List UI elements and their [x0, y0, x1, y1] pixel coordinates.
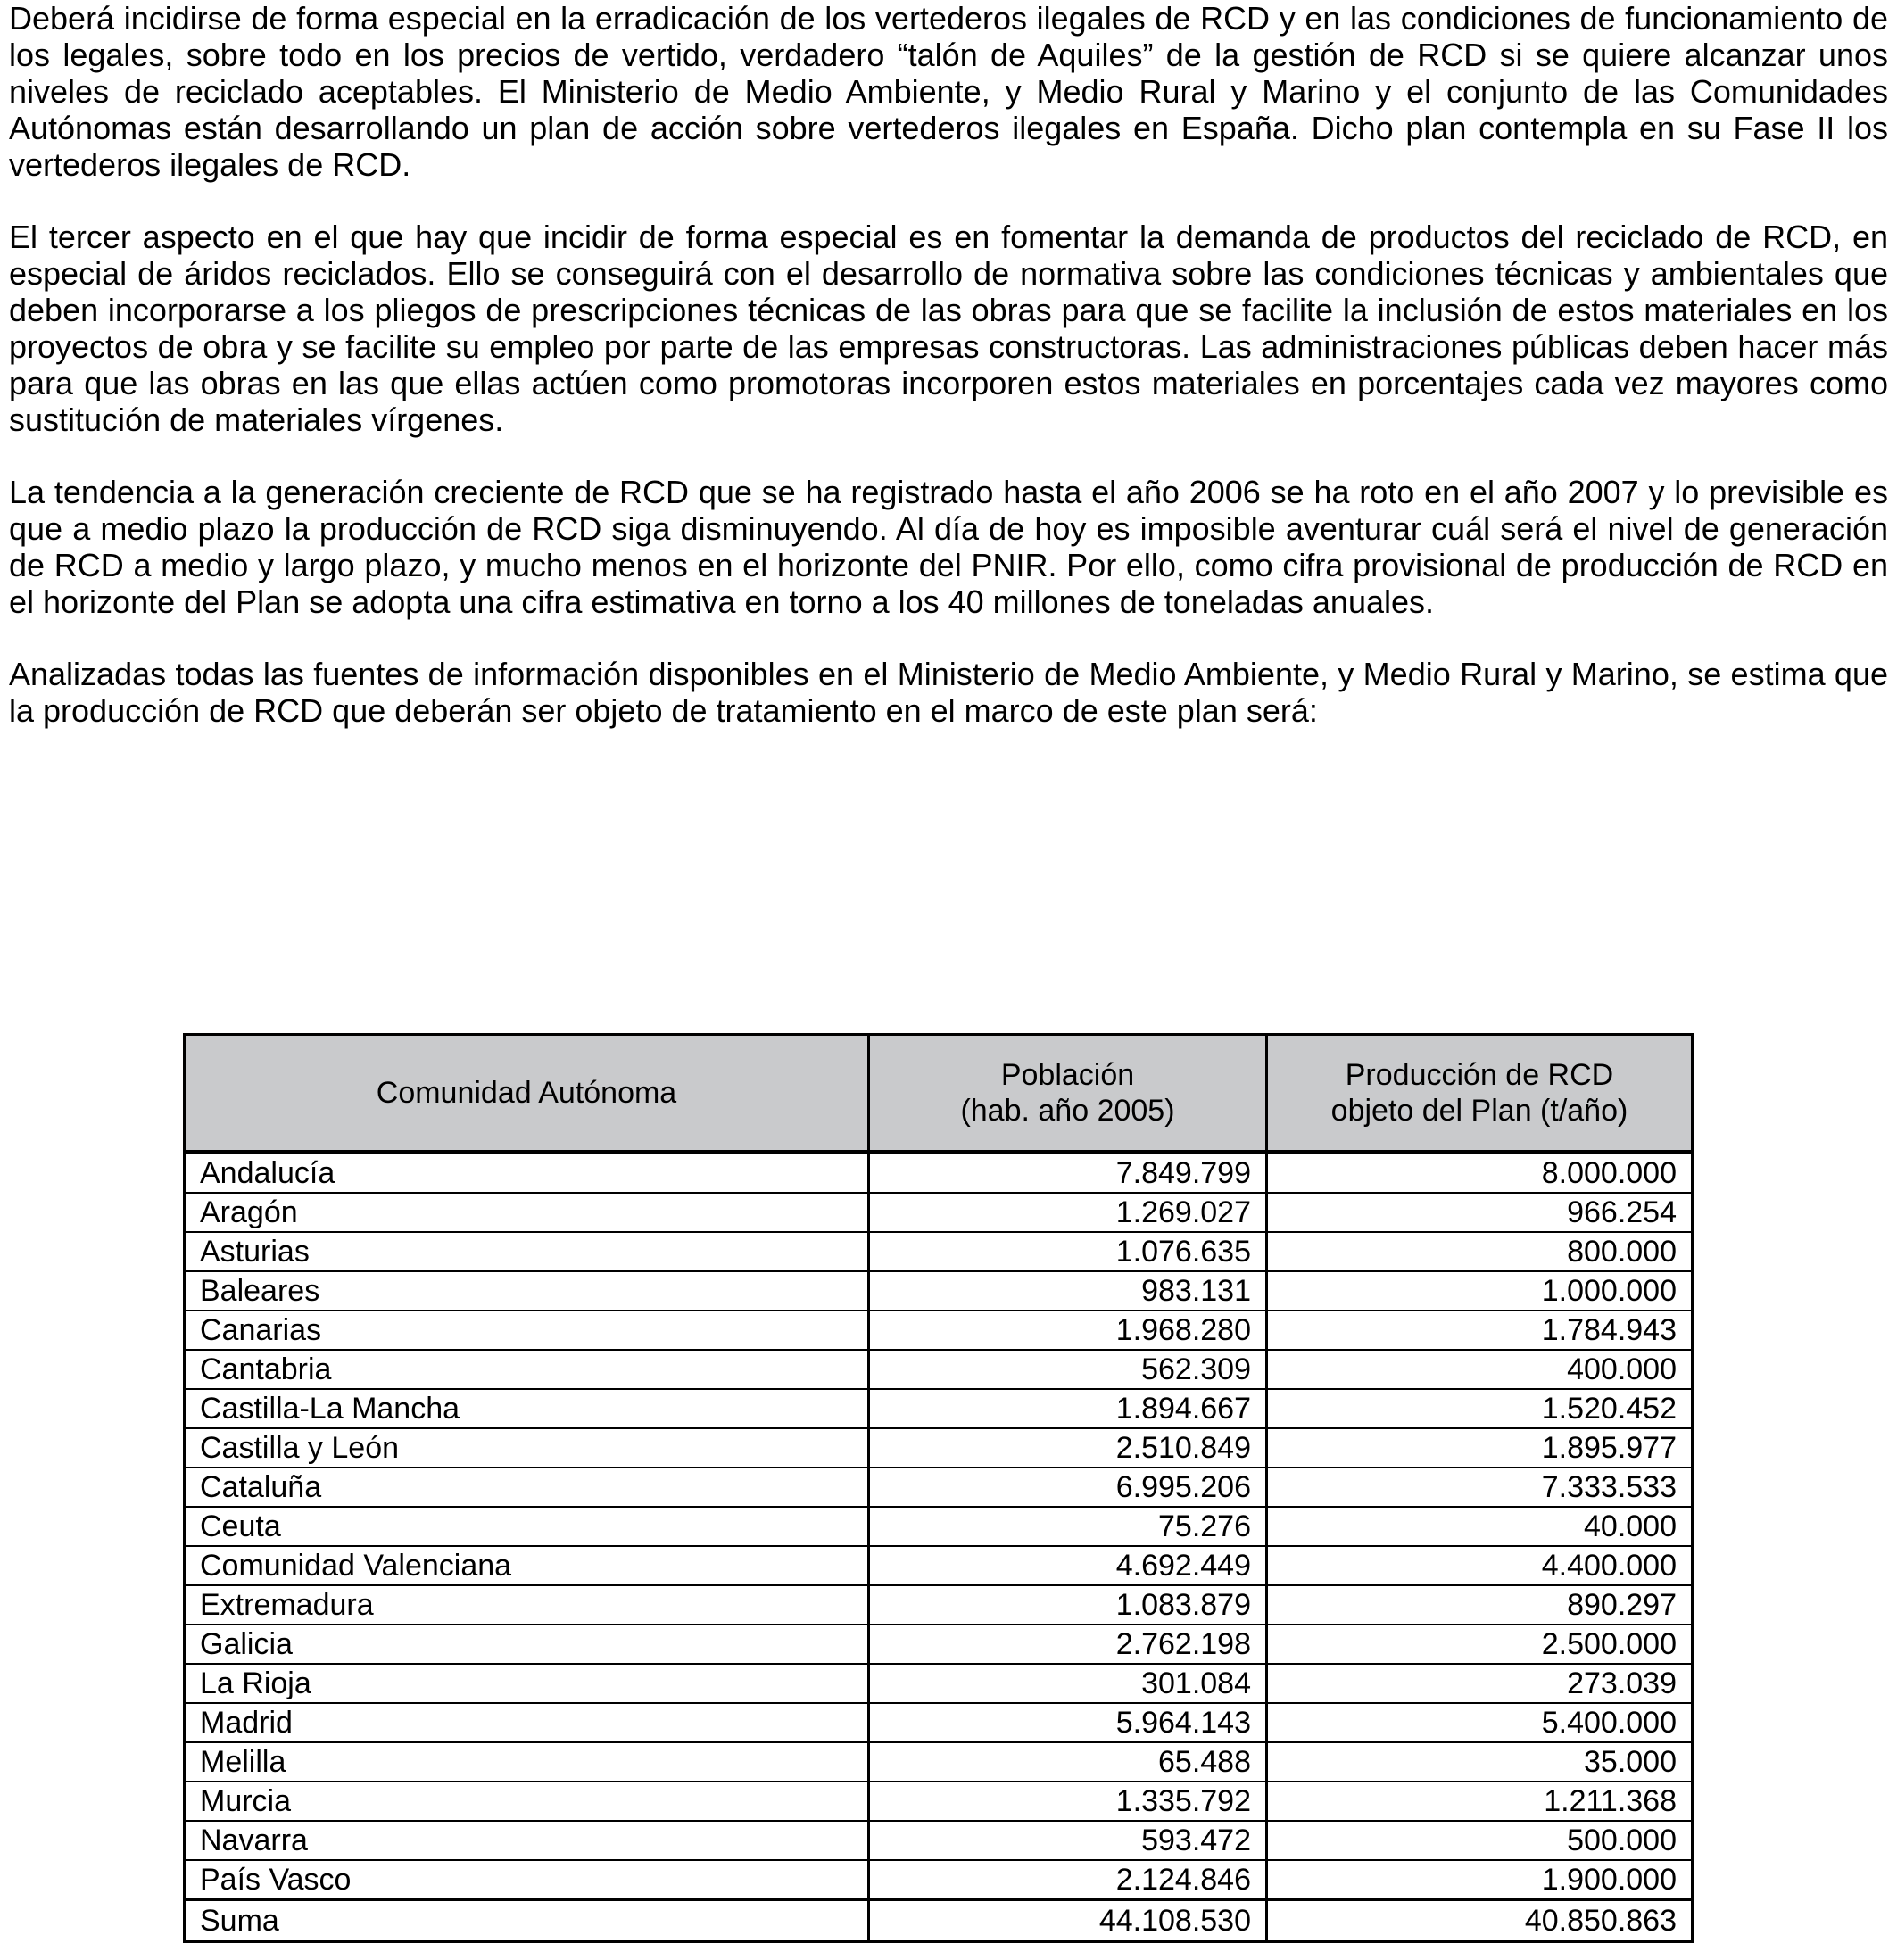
table-row	[185, 1664, 1693, 1703]
cell-produccion: 5.400.000	[1267, 1703, 1693, 1742]
header-poblacion	[869, 1035, 1267, 1153]
cell-comunidad: Navarra	[185, 1821, 869, 1860]
table-row	[185, 1193, 1693, 1232]
cell-poblacion: 2.510.849	[869, 1428, 1267, 1468]
cell-poblacion: 4.692.449	[869, 1546, 1267, 1585]
table-row	[185, 1428, 1693, 1468]
cell-poblacion: 75.276	[869, 1507, 1267, 1546]
cell-produccion: 273.039	[1267, 1664, 1693, 1703]
cell-produccion: 890.297	[1267, 1585, 1693, 1625]
cell-poblacion: 1.894.667	[869, 1389, 1267, 1428]
cell-comunidad: Castilla-La Mancha	[185, 1389, 869, 1428]
cell-comunidad: Murcia	[185, 1782, 869, 1821]
cell-produccion: 1.895.977	[1267, 1428, 1693, 1468]
table-total-row	[185, 1900, 1693, 1942]
cell-comunidad: Baleares	[185, 1271, 869, 1311]
header-comunidad-label: Comunidad Autónoma	[376, 1076, 677, 1110]
rcd-production-table-container	[183, 1033, 1691, 1943]
cell-comunidad: Galicia	[185, 1625, 869, 1664]
paragraph-3: La tendencia a la generación creciente de RCD que se ha registrado hasta el año 2006 se ha roto en el año 2007 y lo previsible es que a medio plazo la producción de RCD siga disminuyendo. Al día de hoy es imposible aventurar cuál será el nivel de generación de RCD a medio y largo plazo, y mucho menos en el horizonte del PNIR. Por ello, como cifra provisional de producción de RCD en el horizonte del Plan se adopta una cifra estimativa en torno a los 40 millones de toneladas anuales.	[9, 474, 1888, 620]
paragraph-2: El tercer aspecto en el que hay que incidir de forma especial es en fomentar la demanda de productos del reciclado de RCD, en especial de áridos reciclados. Ello se conseguirá con el desarrollo de normativa sobre las condiciones técnicas y ambientales que deben incorporarse a los pliegos de prescripciones técnicas de las obras para que se facilite la inclusión de estos materiales en los proyectos de obra y se facilite su empleo por parte de las empresas constructoras. Las administraciones públicas deben hacer más para que las obras en las que ellas actúen como promotoras incorporen estos materiales en porcentajes cada vez mayores como sustitución de materiales vírgenes.	[9, 219, 1888, 438]
cell-produccion: 500.000	[1267, 1821, 1693, 1860]
cell-comunidad: Aragón	[185, 1193, 869, 1232]
header-produccion-line2: objeto del Plan (t/año)	[1330, 1094, 1628, 1128]
cell-produccion: 966.254	[1267, 1193, 1693, 1232]
cell-comunidad: Cataluña	[185, 1468, 869, 1507]
table-row	[185, 1271, 1693, 1311]
cell-comunidad: Extremadura	[185, 1585, 869, 1625]
table-row	[185, 1625, 1693, 1664]
header-produccion	[1267, 1035, 1693, 1153]
cell-produccion: 4.400.000	[1267, 1546, 1693, 1585]
table-row	[185, 1232, 1693, 1271]
cell-produccion: 1.784.943	[1267, 1311, 1693, 1350]
table-row	[185, 1860, 1693, 1900]
cell-poblacion: 5.964.143	[869, 1703, 1267, 1742]
total-poblacion: 44.108.530	[869, 1900, 1267, 1942]
cell-produccion: 400.000	[1267, 1350, 1693, 1389]
cell-poblacion: 2.124.846	[869, 1860, 1267, 1900]
cell-comunidad: Melilla	[185, 1742, 869, 1782]
cell-comunidad: Madrid	[185, 1703, 869, 1742]
cell-poblacion: 593.472	[869, 1821, 1267, 1860]
cell-produccion: 8.000.000	[1267, 1153, 1693, 1194]
cell-comunidad: La Rioja	[185, 1664, 869, 1703]
cell-comunidad: Andalucía	[185, 1153, 869, 1194]
cell-poblacion: 1.335.792	[869, 1782, 1267, 1821]
cell-poblacion: 301.084	[869, 1664, 1267, 1703]
cell-produccion: 7.333.533	[1267, 1468, 1693, 1507]
cell-poblacion: 1.968.280	[869, 1311, 1267, 1350]
cell-comunidad: País Vasco	[185, 1860, 869, 1900]
table-header-row	[185, 1035, 1693, 1153]
cell-comunidad: Cantabria	[185, 1350, 869, 1389]
cell-poblacion: 562.309	[869, 1350, 1267, 1389]
cell-poblacion: 6.995.206	[869, 1468, 1267, 1507]
cell-poblacion: 7.849.799	[869, 1153, 1267, 1194]
cell-produccion: 800.000	[1267, 1232, 1693, 1271]
rcd-production-table	[183, 1033, 1694, 1943]
table-row	[185, 1507, 1693, 1546]
header-poblacion-line1: Población	[1000, 1058, 1135, 1092]
cell-poblacion: 983.131	[869, 1271, 1267, 1311]
table-row	[185, 1821, 1693, 1860]
cell-produccion: 40.000	[1267, 1507, 1693, 1546]
header-produccion-line1: Producción de RCD	[1345, 1058, 1614, 1092]
total-produccion: 40.850.863	[1267, 1900, 1693, 1942]
header-poblacion-line2: (hab. año 2005)	[960, 1094, 1175, 1128]
table-row	[185, 1350, 1693, 1389]
cell-comunidad: Castilla y León	[185, 1428, 869, 1468]
cell-poblacion: 1.076.635	[869, 1232, 1267, 1271]
total-label: Suma	[185, 1900, 869, 1942]
table-row	[185, 1546, 1693, 1585]
table-row	[185, 1153, 1693, 1194]
cell-produccion: 1.520.452	[1267, 1389, 1693, 1428]
cell-produccion: 35.000	[1267, 1742, 1693, 1782]
document-page	[9, 0, 1888, 765]
cell-poblacion: 2.762.198	[869, 1625, 1267, 1664]
cell-produccion: 1.900.000	[1267, 1860, 1693, 1900]
cell-comunidad: Ceuta	[185, 1507, 869, 1546]
cell-comunidad: Asturias	[185, 1232, 869, 1271]
table-row	[185, 1585, 1693, 1625]
table-row	[185, 1468, 1693, 1507]
cell-produccion: 1.211.368	[1267, 1782, 1693, 1821]
table-row	[185, 1311, 1693, 1350]
table-row	[185, 1742, 1693, 1782]
cell-produccion: 2.500.000	[1267, 1625, 1693, 1664]
table-row	[185, 1389, 1693, 1428]
table-row	[185, 1703, 1693, 1742]
cell-comunidad: Comunidad Valenciana	[185, 1546, 869, 1585]
cell-comunidad: Canarias	[185, 1311, 869, 1350]
cell-poblacion: 1.083.879	[869, 1585, 1267, 1625]
header-comunidad	[185, 1035, 869, 1153]
paragraph-1: Deberá incidirse de forma especial en la erradicación de los vertederos ilegales de RCD y en las condiciones de funcionamiento de los legales, sobre todo en los precios de vertido, verdadero “talón de Aquiles” de la gestión de RCD si se quiere alcanzar unos niveles de reciclado aceptables. El Ministerio de Medio Ambiente, y Medio Rural y Marino y el conjunto de las Comunidades Autónomas están desarrollando un plan de acción sobre vertederos ilegales en España. Dicho plan contempla en su Fase II los vertederos ilegales de RCD.	[9, 0, 1888, 183]
cell-poblacion: 1.269.027	[869, 1193, 1267, 1232]
cell-produccion: 1.000.000	[1267, 1271, 1693, 1311]
cell-poblacion: 65.488	[869, 1742, 1267, 1782]
paragraph-4: Analizadas todas las fuentes de información disponibles en el Ministerio de Medio Ambiente, y Medio Rural y Marino, se estima que la producción de RCD que deberán ser objeto de tratamiento en el marco de este plan será:	[9, 656, 1888, 729]
table-body	[185, 1153, 1693, 1942]
table-row	[185, 1782, 1693, 1821]
